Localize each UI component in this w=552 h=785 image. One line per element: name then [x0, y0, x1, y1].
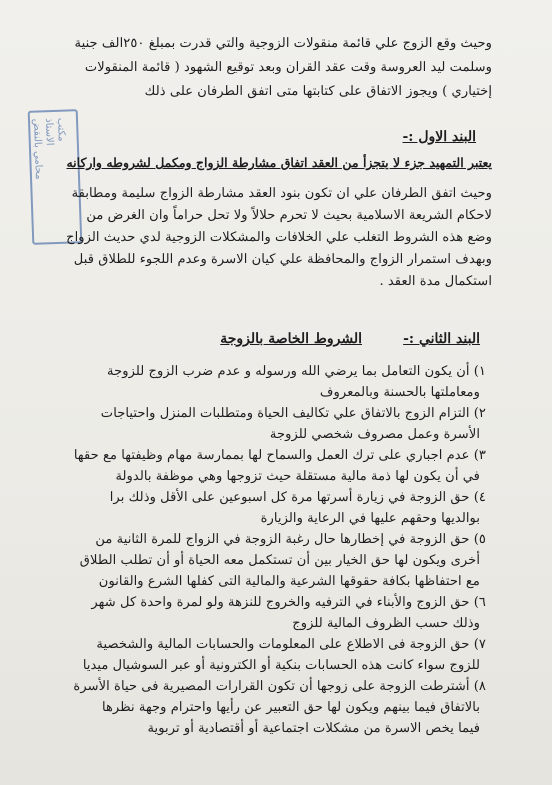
- list-item: ٤) حق الزوجة في زيارة أسرتها مرة كل اسبوعين على الأقل وذلك برا: [109, 490, 486, 505]
- list-item: ٢) التزام الزوج بالاتفاق علي تكاليف الحياة ومتطلبات المنزل واحتياجات: [100, 406, 486, 421]
- list-item: للزوج سواء كانت هذه الحسابات بنكية أو الكترونية أو عبر السوشيال ميديا: [82, 658, 480, 673]
- clause-1-paragraph-line-4: وبهدف استمرار الزواج والمحافظة علي كيان الاسرة وعدم اللجوء للطلاق قبل: [73, 252, 492, 267]
- list-item: ١) أن يكون التعامل بما يرضي الله ورسوله و عدم ضرب الزوج للزوجة: [107, 364, 486, 379]
- list-item: ومعاملتها بالحسنة وبالمعروف: [319, 385, 480, 400]
- list-item: مع احتفاظها بكافة حقوقها الشرعية والمالية التى كفلها الشرع والقانون: [98, 574, 480, 589]
- stamp-line-2: الاستاذ: [42, 118, 55, 146]
- list-item: بالاتفاق فيما بينهم ويكون لها حق التعبير عن رأيها واحترام وجهة نظرها: [101, 700, 480, 715]
- clause-2-heading: البند الثاني :-: [403, 331, 480, 347]
- office-stamp: [28, 109, 83, 245]
- list-item: ٧) حق الزوجة فى الاطلاع على المعلومات والحسابات المالية والشخصية: [96, 637, 486, 652]
- clause-1-subheading: يعتبر التمهيد جزء لا يتجزأ من العقد اتفاق مشارطة الزواج ومكمل لشروطه واركانه: [66, 155, 492, 170]
- stamp-line-3: محامي بالنقض: [30, 118, 45, 180]
- intro-line-3: إختياري ) ويجوز الاتفاق على كتابتها متى اتفق الطرفان على ذلك: [144, 84, 492, 99]
- intro-line-2: وسلمت ليد العروسة وقت عقد القران وبعد توقيع الشهود ( قائمة المنقولات: [84, 60, 492, 75]
- list-item: أخرى ويكون لها حق الخيار بين أن تستكمل معه الحياة أو أن تطلب الطلاق: [79, 553, 480, 568]
- list-item: وذلك حسب الظروف المالية للزوج: [292, 616, 480, 631]
- list-item: فيما يخص الاسرة من مشكلات اجتماعية أو أقتصادية أو تربوية: [147, 721, 480, 736]
- clause-1-paragraph-line-3: وضع هذه الشروط التغلب علي الخلافات والمشكلات الزوجية لدي حديث الزواج: [66, 230, 492, 245]
- list-item: ٣) عدم اجباري على ترك العمل والسماح لها بممارسة مهام وظيفتها مع حقها: [73, 448, 486, 463]
- clause-2-title: الشروط الخاصة بالزوجة: [220, 331, 362, 347]
- list-item: ٦) حق الزوج والأبناء في الترفيه والخروج للنزهة ولو لمرة واحدة كل شهر: [91, 595, 486, 610]
- list-item: ٥) حق الزوجة في إخطارها حال رغبة الزوجة في الزواج للمرة الثانية من: [95, 532, 486, 547]
- clause-1-paragraph-line-1: وحيث اتفق الطرفان علي ان تكون بنود العقد مشارطة الزواج سليمة ومطابقة: [71, 186, 492, 201]
- clause-1-heading: البند الاول :-: [402, 129, 476, 145]
- stamp-line-1: مكتب: [54, 117, 67, 142]
- clause-1-paragraph-line-5: استكمال مدة العقد .: [379, 274, 492, 289]
- intro-line-1: وحيث وقع الزوج علي قائمة منقولات الزوجية والتي قدرت بمبلغ ٢٥٠الف جنية: [74, 36, 492, 51]
- list-item: ٨) أشترطت الزوجة على زوجها أن تكون القرارات المصيرية فى حياة الأسرة: [73, 679, 486, 694]
- list-item: في أن يكون لها ذمة مالية مستقلة حيث تزوجها وهي موظفة بالدولة: [115, 469, 480, 484]
- clause-1-paragraph-line-2: لاحكام الشريعة الاسلامية بحيث لا تحرم حلالاً ولا تحل حراماً وان الغرض من: [86, 208, 492, 223]
- list-item: بوالديها وحقهم عليها في الرعاية والزيارة: [260, 511, 480, 526]
- list-item: الأسرة وعمل مصروف شخصي للزوجة: [269, 427, 480, 442]
